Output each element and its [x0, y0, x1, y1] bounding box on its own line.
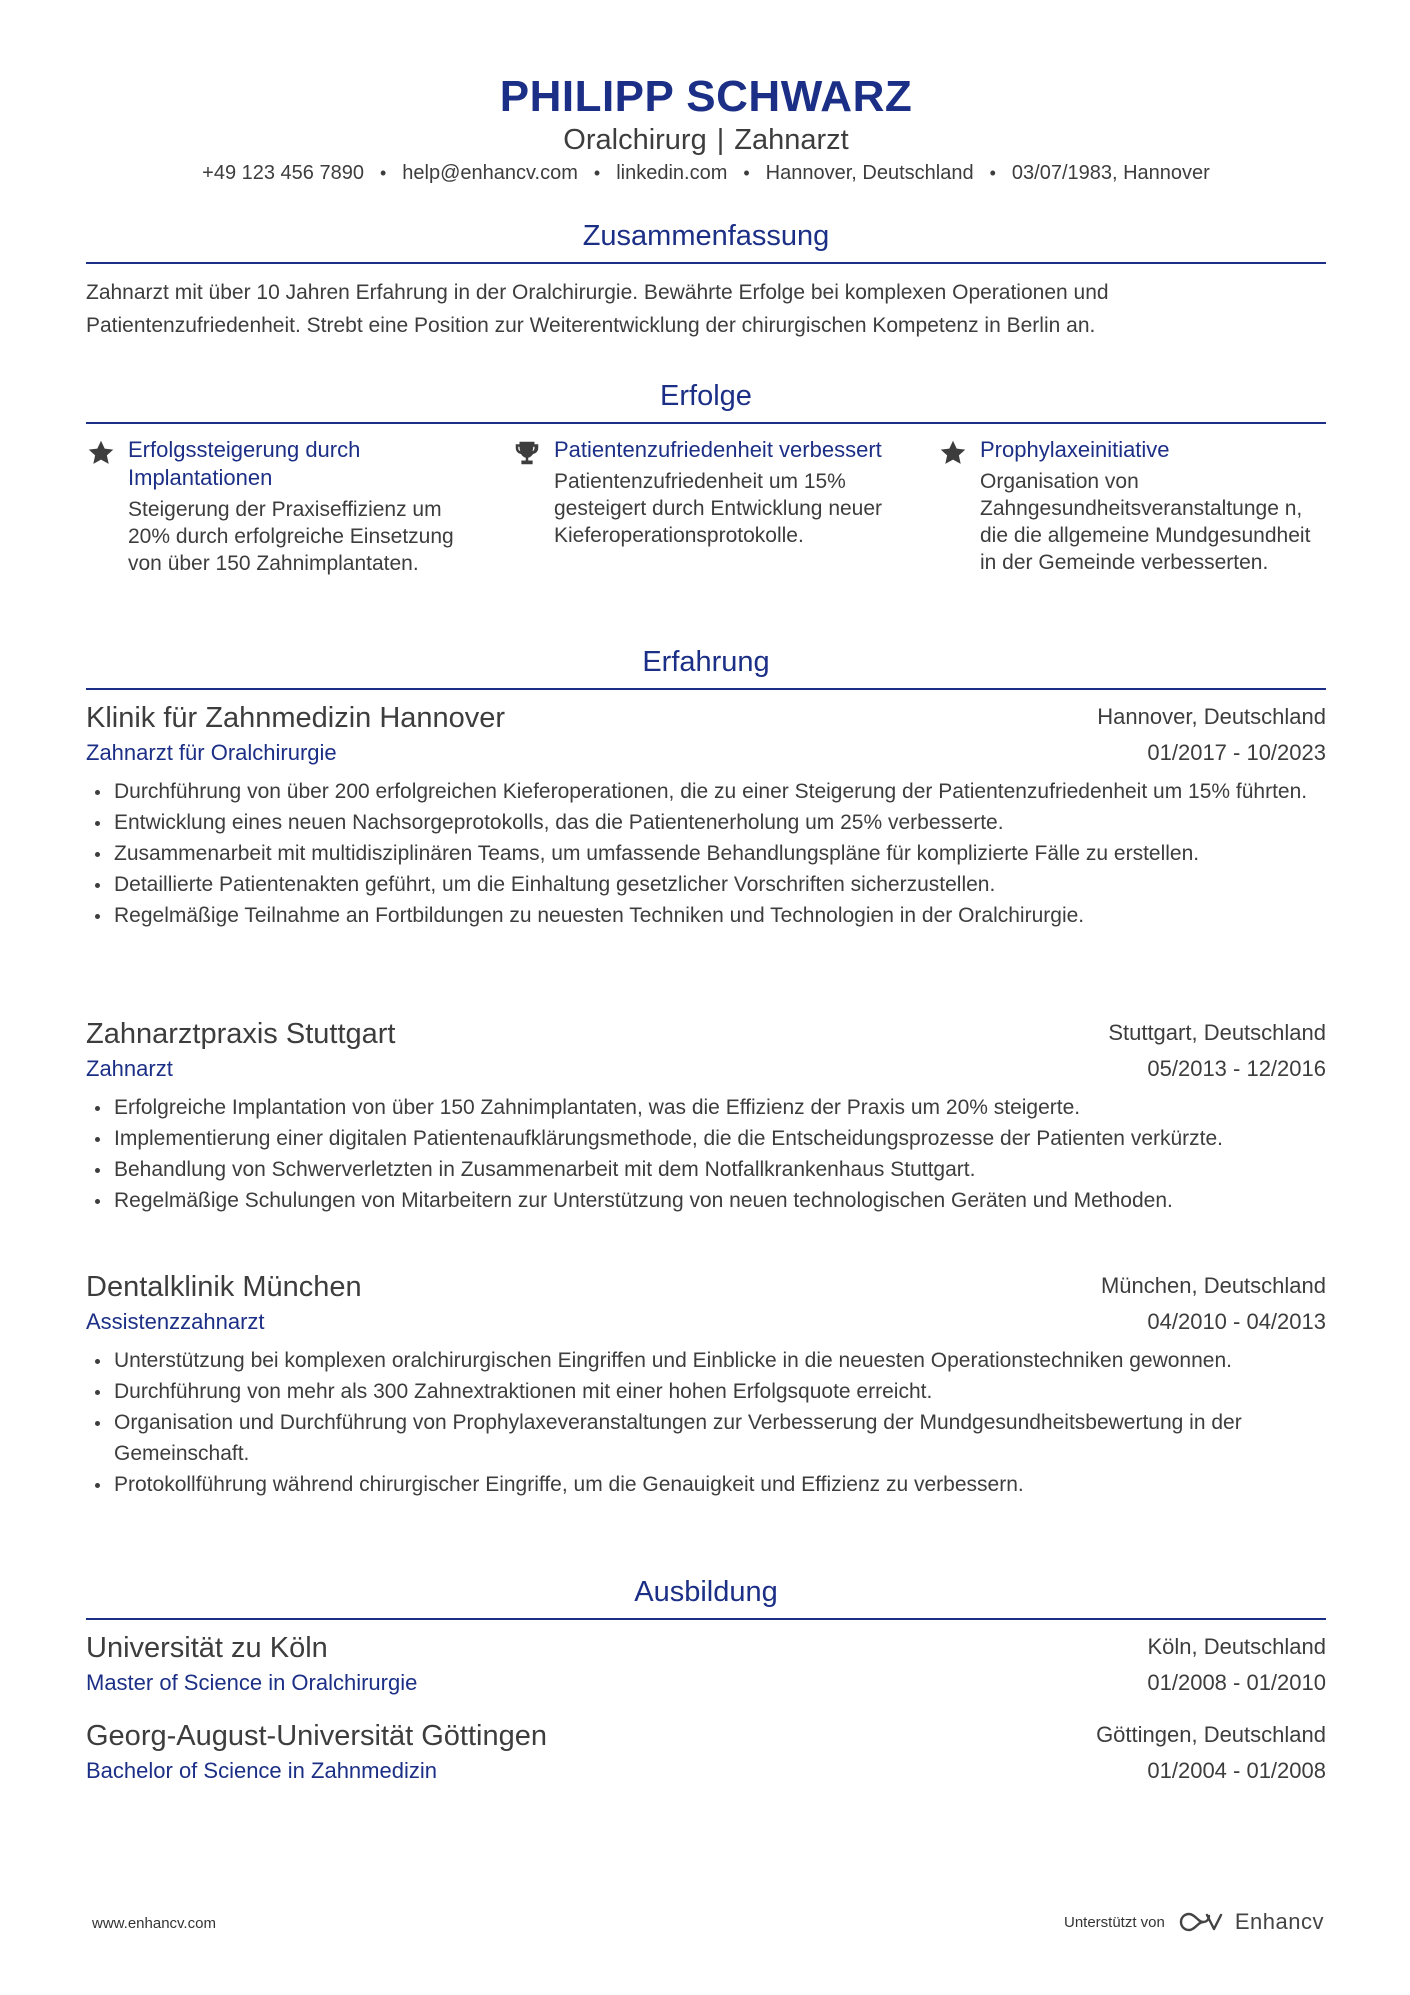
job-dates: 04/2010 - 04/2013: [1147, 1309, 1326, 1334]
achievement-description: Organisation von Zahngesundheitsveranstaltunge n, die die allgemeine Mundgesundheit in der Gemeinde verbesserten.: [980, 470, 1311, 574]
company-name: Klinik für Zahnmedizin Hannover: [86, 702, 506, 734]
contact-email[interactable]: help@enhancv.com: [402, 162, 578, 184]
star-icon: [86, 438, 116, 468]
education-dates: 01/2008 - 01/2010: [1147, 1670, 1326, 1695]
job-title: Zahnarzt für Oralchirurgie: [86, 740, 337, 765]
bullet-separator: •: [379, 163, 387, 183]
achievement-description: Steigerung der Praxiseffizienz um 20% durch erfolgreiche Einsetzung von über 150 Zahnimplantaten.: [128, 498, 454, 575]
degree-title: Bachelor of Science in Zahnmedizin: [86, 1758, 437, 1783]
school-name: Georg-August-Universität Göttingen: [86, 1720, 547, 1752]
company-name: Zahnarztpraxis Stuttgart: [86, 1018, 396, 1050]
achievement-description: Patientenzufriedenheit um 15% gesteigert durch Entwicklung neuer Kieferoperationsprotokolle.: [554, 470, 883, 547]
section-divider: [86, 688, 1326, 690]
contact-location: Hannover, Deutschland: [765, 162, 974, 184]
job-location: Stuttgart, Deutschland: [1108, 1020, 1326, 1045]
achievement-list: [86, 776, 1326, 931]
enhancv-logo-icon: [1177, 1909, 1223, 1935]
section-title-achievements: Erfolge: [660, 380, 752, 412]
list-item: Detaillierte Patientenakten geführt, um die Einhaltung gesetzlicher Vorschriften sicherzustellen.: [86, 869, 1326, 900]
list-item: Behandlung von Schwerverletzten in Zusammenarbeit mit dem Notfallkrankenhaus Stuttgart.: [86, 1154, 1326, 1185]
trophy-icon: [512, 438, 542, 468]
achievement-item: [86, 436, 476, 577]
powered-by-label: Unterstützt von: [1063, 1913, 1165, 1931]
section-divider: [86, 422, 1326, 424]
candidate-title: [86, 124, 1326, 157]
job-dates: 05/2013 - 12/2016: [1147, 1056, 1326, 1081]
job-location: Hannover, Deutschland: [1097, 704, 1326, 729]
achievement-list: [86, 1345, 1326, 1500]
section-divider: [86, 262, 1326, 264]
school-location: Göttingen, Deutschland: [1096, 1722, 1326, 1747]
list-item: Entwicklung eines neuen Nachsorgeprotokolls, das die Patientenerholung um 25% verbesserte.: [86, 807, 1326, 838]
contact-linkedin[interactable]: linkedin.com: [616, 162, 728, 184]
summary-text: Zahnarzt mit über 10 Jahren Erfahrung in der Oralchirurgie. Bewährte Erfolge bei komplexen Operationen und Patientenzufriedenheit. Strebt eine Position zur Weiterentwicklung der chirurgischen Kompetenz in Berlin an.: [86, 281, 1109, 337]
list-item: Zusammenarbeit mit multidisziplinären Teams, um umfassende Behandlungspläne für komplizierte Fälle zu erstellen.: [86, 838, 1326, 869]
section-title-education: Ausbildung: [634, 1576, 778, 1608]
title-separator: |: [716, 124, 725, 156]
achievement-list: [86, 1092, 1326, 1216]
section-title-experience: Erfahrung: [642, 646, 770, 678]
education-entry: [86, 1632, 1326, 1702]
list-item: Unterstützung bei komplexen oralchirurgischen Eingriffen und Einblicke in die neuesten Operationstechniken gewonnen.: [86, 1345, 1326, 1376]
contact-line: [86, 162, 1326, 185]
bullet-separator: •: [593, 163, 601, 183]
brand-name: Enhancv: [1234, 1909, 1324, 1934]
job-location: München, Deutschland: [1100, 1273, 1326, 1298]
achievement-title: Prophylaxeinitiative: [980, 437, 1170, 462]
list-item: Erfolgreiche Implantation von über 150 Zahnimplantaten, was die Effizienz der Praxis um 20% steigerte.: [86, 1092, 1326, 1123]
star-icon: [938, 438, 968, 468]
list-item: Organisation und Durchführung von Prophylaxeveranstaltungen zur Verbesserung der Mundgesundheitsbewertung in der Gemeinschaft.: [86, 1407, 1326, 1469]
list-item: Durchführung von mehr als 300 Zahnextraktionen mit einer hohen Erfolgsquote erreicht.: [86, 1376, 1326, 1407]
list-item: Protokollführung während chirurgischer Eingriffe, um die Genauigkeit und Effizienz zu verbessern.: [86, 1469, 1326, 1500]
contact-birth: 03/07/1983, Hannover: [1011, 162, 1210, 184]
bullet-separator: •: [989, 163, 996, 183]
title-primary: Oralchirurg: [563, 124, 707, 156]
degree-title: Master of Science in Oralchirurgie: [86, 1670, 418, 1695]
education-entry: [86, 1720, 1326, 1790]
school-location: Köln, Deutschland: [1147, 1634, 1326, 1659]
list-item: Implementierung einer digitalen Patientenaufklärungsmethode, die die Entscheidungsprozesse der Patienten verkürzte.: [86, 1123, 1326, 1154]
education-dates: 01/2004 - 01/2008: [1147, 1758, 1326, 1783]
contact-phone[interactable]: +49 123 456 7890: [202, 162, 364, 184]
job-title: Assistenzzahnarzt: [86, 1309, 265, 1334]
achievement-item: [938, 436, 1328, 576]
achievement-item: [512, 436, 902, 549]
list-item: Durchführung von über 200 erfolgreichen Kieferoperationen, die zu einer Steigerung der Patientenzufriedenheit um 15% führten.: [86, 776, 1326, 807]
company-name: Dentalklinik München: [86, 1271, 362, 1303]
school-name: Universität zu Köln: [86, 1632, 328, 1664]
list-item: Regelmäßige Teilnahme an Fortbildungen zu neuesten Techniken und Technologien in der Oralchirurgie.: [86, 900, 1326, 931]
candidate-name: PHILIPP SCHWARZ: [499, 72, 913, 121]
title-secondary: Zahnarzt: [734, 124, 849, 156]
footer-website[interactable]: www.enhancv.com: [92, 1915, 216, 1932]
job-dates: 01/2017 - 10/2023: [1147, 740, 1326, 765]
job-title: Zahnarzt: [86, 1056, 173, 1081]
list-item: Regelmäßige Schulungen von Mitarbeitern zur Unterstützung von neuen technologischen Geräten und Methoden.: [86, 1185, 1326, 1216]
footer-branding[interactable]: [1064, 1904, 1324, 1940]
achievement-title: Erfolgssteigerung durch Implantationen: [128, 437, 361, 490]
section-divider: [86, 1618, 1326, 1620]
bullet-separator: •: [743, 163, 750, 183]
section-title-summary: Zusammenfassung: [582, 220, 830, 252]
achievement-title: Patientenzufriedenheit verbessert: [554, 437, 882, 462]
